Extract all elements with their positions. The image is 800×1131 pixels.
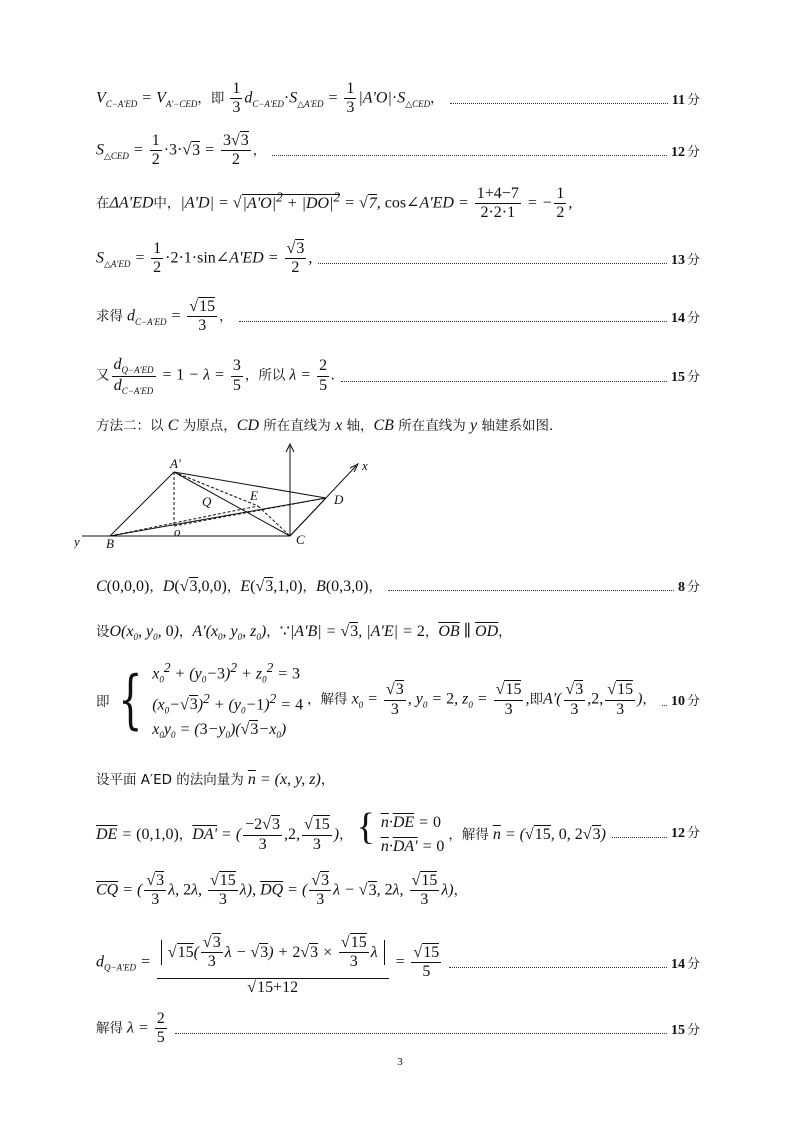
geometry-figure	[74, 440, 454, 550]
line-11	[96, 768, 700, 789]
label-o: o	[174, 524, 181, 539]
line-14	[96, 928, 700, 997]
line-13	[96, 872, 700, 910]
line-2	[96, 132, 700, 170]
line-12	[96, 808, 700, 856]
label-y: y	[74, 534, 80, 549]
score-label: 15 分	[670, 1022, 700, 1038]
equation-lambda: 又 $\frac{d_{Q-A'ED}}{d_{C-A'ED}}$ = 1 − λ = $\frac{3}{5}$ ，所以 λ = $\frac{2}{5}$ .	[96, 356, 336, 396]
vectors-cq-dq: $\overline{CQ}$ = ( $\frac{√3}{3}$ λ, 2λ, $\frac{√15}{3}$ λ), $\overline{DQ}$ = ( $\frac{√3}{3}$ λ − √3, 2λ, $\frac{√15}{3}$ λ)，	[96, 872, 468, 909]
method-two-heading: 方法二：以 C 为原点，CD 所在直线为 x 轴，CB 所在直线为 y 轴建系如图.	[96, 417, 554, 434]
dot-leader	[388, 590, 674, 591]
final-answer: 解得 λ = $\frac{2}{5}$	[96, 1010, 165, 1047]
label-a: A'	[170, 456, 181, 471]
score-label: 10 分	[670, 694, 700, 710]
line-10: 即 { $x_0^2 + (y_0-3)^2 + z_0^2 = 3$ $(x_0-√3)^2 + (y_0-1)^2 = 4$ $x_0y_0 = (3-y_0)(√3-x_0)$ ，解得 $x_0$ = $\frac{√3}{3}$ , $y_0 = 2$, $z_0$ = $\frac{√15}{3}$ ,即A'( $\frac{√3}{3}$ ,2, $\frac{√15}{3}$ )， 10 分	[96, 660, 700, 741]
equation-area-ced: $S_{\triangle CED}$ = $\frac{1}{2}$ ·3·√3 = $\frac{3√3}{2}$ ，	[96, 132, 267, 169]
line-5	[96, 298, 700, 336]
equation-volume: $V_{C-A'ED} = V_{A'-CED}$，即 $\frac{1}{3}$ $d_{C-A'ED}\cdot S_{\triangle A'ED}$ = $\frac{1}{3}$ $|A'O|\cdot S_{\triangle CED}$，	[96, 80, 444, 117]
equation-area-aed: $S_{\triangle A'ED}$ = $\frac{1}{2}$ ·2·1·sin∠A'ED = $\frac{√3}{2}$ ,	[96, 240, 313, 277]
dot-leader	[450, 103, 668, 104]
solution-a-prime: ，解得 $x_0$ = $\frac{√3}{3}$ , $y_0 = 2$, $z_0$ = $\frac{√15}{3}$ ,即A'( $\frac{√3}{3}$ ,2, $\frac{√15}{3}$ )，	[307, 681, 656, 718]
score-label: 15 分	[670, 370, 700, 386]
dot-leader	[318, 263, 667, 264]
line-7	[96, 414, 700, 435]
line-15	[96, 1010, 700, 1048]
line-8	[96, 575, 700, 596]
score-label: 14 分	[670, 956, 700, 972]
label-e: E	[250, 488, 258, 503]
score-label: 12 分	[670, 144, 700, 160]
label-d: D	[334, 492, 344, 507]
distance-formula: $d_{Q-A'ED}$ = √15( $\frac{√3}{3}$ λ − √3) + 2√3 × $\frac{√15}{3}$ λ √15+12 = $\frac{√15}{5}$	[96, 928, 443, 997]
coordinates-points: C(0,0,0)，D(√3,0,0)，E(√3,1,0)，B(0,3,0)，	[96, 578, 382, 595]
page-number: 3	[397, 1056, 403, 1068]
normal-vector-solution: $\overline{DE} = (0,1,0)$，DA' = ( $\frac{-2√3}{3}$ ,2, $\frac{√15}{3}$ )， { $\overline{n}\cdot\overline{DE} = 0$ $\overline{n}\cdot DA' = 0$ ，解得 $\overline{n} = (√15$, 0, 2√3)	[96, 806, 606, 856]
label-x: x	[362, 458, 368, 473]
normal-vector-setup: 设平面 A′ED 的法向量为 $\overline{n} = (x$, y, z)，	[96, 771, 335, 788]
label-c: C	[296, 532, 305, 547]
line-9	[96, 620, 700, 642]
score-label: 11 分	[671, 92, 700, 108]
score-label: 14 分	[670, 310, 700, 326]
line-6	[96, 356, 700, 396]
dot-leader	[175, 1033, 667, 1034]
dot-leader	[662, 705, 667, 706]
equation-cosine: 在ΔA'ED中，$|A'D| = √|A'O|^2 + |DO|^2 = √7$, cos∠A'ED = $\frac{1+4-7}{2\cdot 2\cdot 1}$ = − $\frac{1}{2}$ ,	[96, 185, 573, 222]
dot-leader	[272, 155, 667, 156]
line-1	[96, 80, 700, 118]
line-3	[96, 185, 700, 223]
setup-conditions: 设$O(x_0$, $y_0$, 0)，$A'(x_0$, $y_0$, $z_0$)，∵|A'B| = √3, |A'E| = 2，$\overline{OB}$ ∥ $\overline{OD}$，	[96, 623, 512, 643]
label-b: B	[106, 536, 114, 550]
score-label: 12 分	[670, 826, 700, 842]
equation-distance: 求得 $d_{C-A'ED}$ = $\frac{√15}{3}$ ，	[96, 298, 233, 335]
dot-leader	[239, 321, 667, 322]
line-4	[96, 240, 700, 278]
dot-leader	[449, 967, 667, 968]
score-label: 8 分	[677, 579, 700, 595]
dot-leader	[341, 381, 667, 382]
equation-system: { $x_0^2 + (y_0-3)^2 + z_0^2 = 3$ $(x_0-√3)^2 + (y_0-1)^2 = 4$ $x_0y_0 = (3-y_0)(√3-x_0)$	[117, 660, 304, 741]
dot-leader	[612, 837, 667, 838]
label-q: Q	[202, 494, 212, 509]
score-label: 13 分	[670, 252, 700, 268]
